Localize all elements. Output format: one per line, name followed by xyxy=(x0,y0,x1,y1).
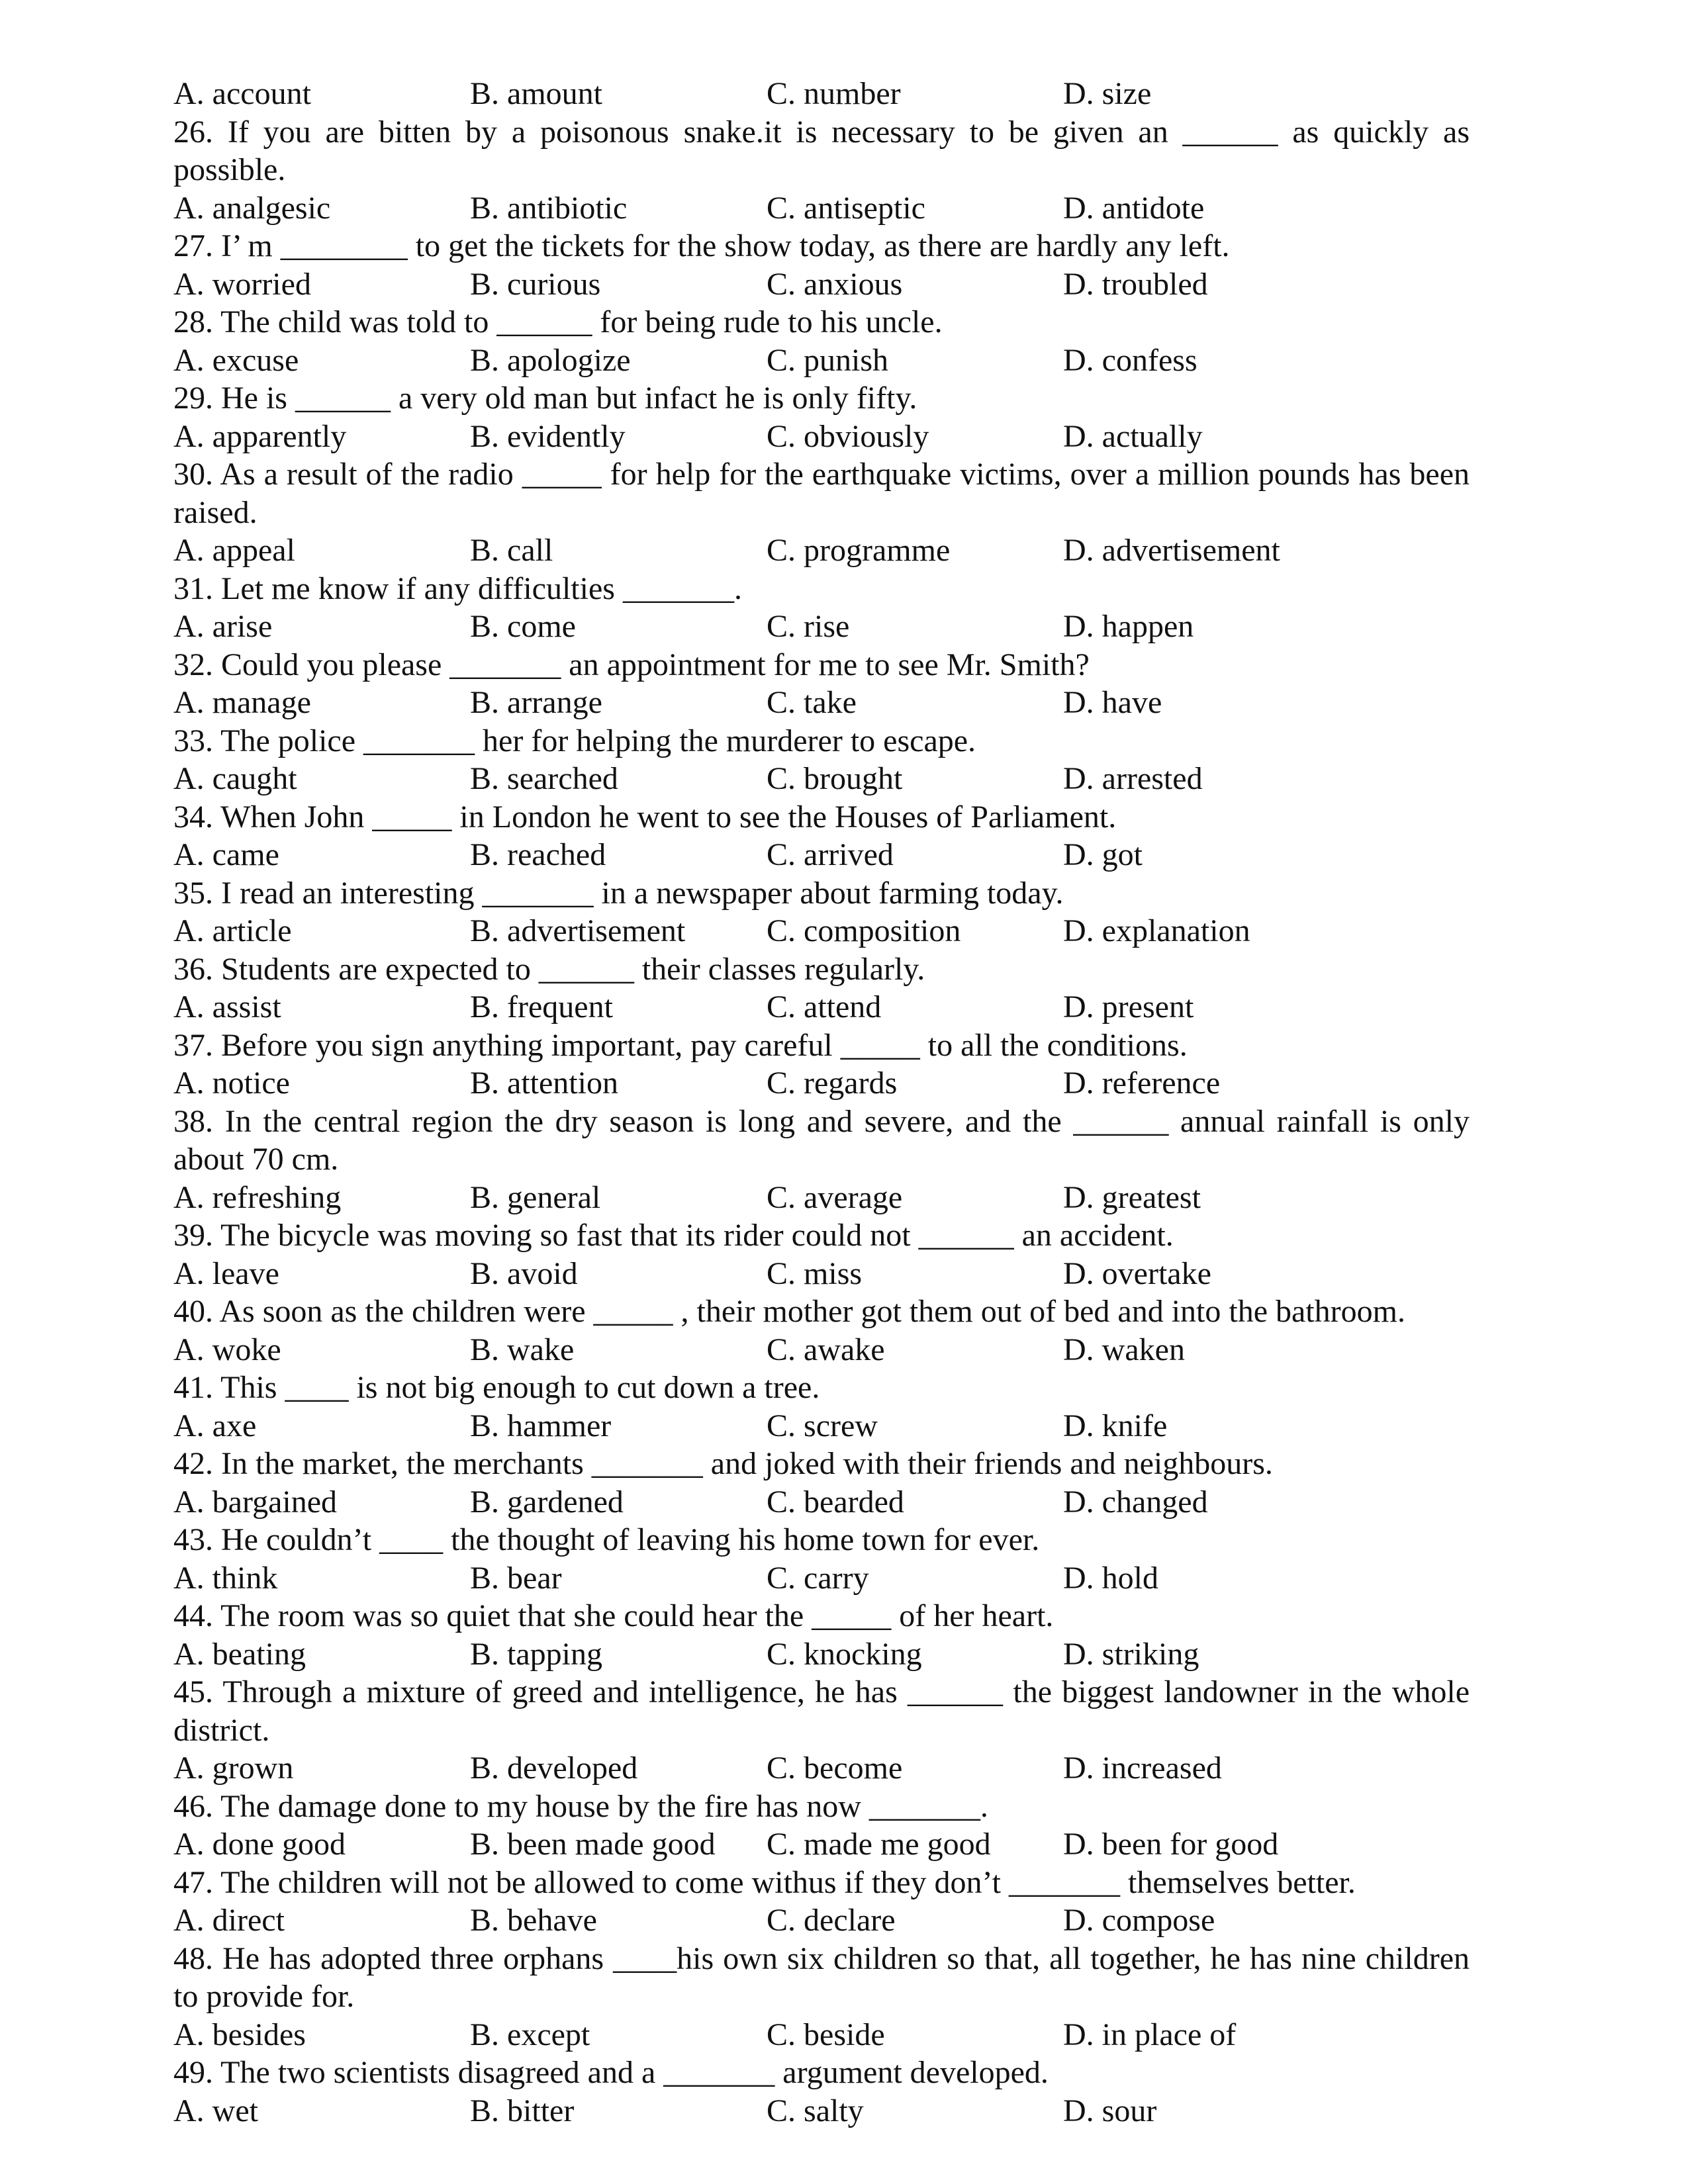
question-item xyxy=(173,455,1470,570)
question-text: 45. Through a mixture of greed and intelligence, he has ______ the biggest landowner in the whole district. xyxy=(173,1674,1470,1748)
options-row xyxy=(173,608,1470,646)
question-text: 31. Let me know if any difficulties _______. xyxy=(173,570,742,606)
option-a: A. leave xyxy=(173,1255,279,1291)
options-row xyxy=(173,1749,1470,1788)
option-c: C. declare xyxy=(767,1903,896,1938)
option-a: A. analgesic xyxy=(173,190,331,226)
option-c: C. bearded xyxy=(767,1484,904,1520)
question-text: 29. He is ______ a very old man but infact he is only fifty. xyxy=(173,381,917,416)
option-b: B. frequent xyxy=(470,989,613,1024)
question-text: 44. The room was so quiet that she could hear the _____ of her heart. xyxy=(173,1598,1054,1633)
option-d: D. reference xyxy=(1063,1066,1221,1101)
option-c: C. antiseptic xyxy=(767,190,925,226)
options-row xyxy=(173,836,1470,874)
question-item xyxy=(173,2054,1470,2130)
options-row xyxy=(173,988,1470,1026)
option-b: B. bear xyxy=(470,1560,562,1596)
option-c: C. made me good xyxy=(767,1827,991,1862)
options-row xyxy=(173,531,1470,570)
option-d: D. changed xyxy=(1063,1484,1208,1520)
option-a: A. refreshing xyxy=(173,1179,342,1215)
option-a: A. wet xyxy=(173,2093,258,2128)
option-a: A. direct xyxy=(173,1903,285,1938)
option-a: A. worried xyxy=(173,266,311,302)
option-a: A. besides xyxy=(173,2017,306,2052)
option-d: D. knife xyxy=(1063,1408,1168,1443)
question-item xyxy=(173,722,1470,798)
question-text: 46. The damage done to my house by the fire has now _______. xyxy=(173,1788,988,1824)
option-a: A. apparently xyxy=(173,418,347,454)
option-b: B. call xyxy=(470,533,553,568)
question-text: 47. The children will not be allowed to come withus if they don’t _______ themselves better. xyxy=(173,1864,1356,1900)
option-d: D. increased xyxy=(1063,1751,1222,1786)
question-text: 38. In the central region the dry season is long and severe, and the ______ annual rainfall is only about 70 cm. xyxy=(173,1103,1470,1177)
question-item xyxy=(173,1788,1470,1864)
option-a: A. account xyxy=(173,76,311,111)
option-b: B. evidently xyxy=(470,418,626,454)
option-c: C. awake xyxy=(767,1332,885,1367)
option-c: C. attend xyxy=(767,989,882,1024)
question-text: 26. If you are bitten by a poisonous snake.it is necessary to be given an ______ as quickly as possible. xyxy=(173,114,1470,187)
options-row xyxy=(173,1407,1470,1445)
options-row xyxy=(173,1179,1470,1217)
option-b: B. except xyxy=(470,2017,590,2052)
options-row xyxy=(173,760,1470,798)
options-row xyxy=(173,189,1470,228)
option-d: D. waken xyxy=(1063,1332,1185,1367)
option-b: B. amount xyxy=(470,76,602,111)
option-c: C. punish xyxy=(767,342,889,378)
option-b: B. reached xyxy=(470,837,606,872)
options-row xyxy=(173,341,1470,380)
option-a: A. excuse xyxy=(173,342,299,378)
options-row xyxy=(173,1901,1470,1940)
option-c: C. carry xyxy=(767,1560,869,1596)
option-d: D. in place of xyxy=(1063,2017,1237,2052)
option-b: B. developed xyxy=(470,1751,638,1786)
option-a: A. assist xyxy=(173,989,281,1024)
option-c: C. miss xyxy=(767,1255,863,1291)
option-b: B. come xyxy=(470,609,576,644)
option-c: C. programme xyxy=(767,533,951,568)
question-text: 33. The police _______ her for helping the murderer to escape. xyxy=(173,723,976,758)
option-a: A. axe xyxy=(173,1408,257,1443)
option-d: D. confess xyxy=(1063,342,1197,378)
question-text: 40. As soon as the children were _____ , their mother got them out of bed and into the bathroom. xyxy=(173,1294,1405,1329)
question-text: 42. In the market, the merchants _______ and joked with their friends and neighbours. xyxy=(173,1446,1273,1481)
options-row xyxy=(173,2092,1470,2130)
question-item xyxy=(173,1293,1470,1369)
question-item xyxy=(173,646,1470,722)
option-d: D. advertisement xyxy=(1063,533,1280,568)
options-row xyxy=(173,1483,1470,1522)
option-c: C. screw xyxy=(767,1408,878,1443)
option-b: B. apologize xyxy=(470,342,631,378)
option-b: B. searched xyxy=(470,761,618,796)
options-row xyxy=(173,1331,1470,1369)
question-item xyxy=(173,950,1470,1026)
option-d: D. sour xyxy=(1063,2093,1157,2128)
option-d: D. greatest xyxy=(1063,1179,1201,1215)
question-text: 43. He couldn’t ____ the thought of leaving his home town for ever. xyxy=(173,1522,1040,1557)
option-b: B. hammer xyxy=(470,1408,612,1443)
question-text: 36. Students are expected to ______ their classes regularly. xyxy=(173,951,925,987)
option-c: C. regards xyxy=(767,1066,898,1101)
question-item xyxy=(173,379,1470,455)
question-text: 39. The bicycle was moving so fast that its rider could not ______ an accident. xyxy=(173,1218,1174,1253)
option-a: A. bargained xyxy=(173,1484,338,1520)
option-a: A. came xyxy=(173,837,279,872)
options-row xyxy=(173,912,1470,950)
option-c: C. rise xyxy=(767,609,850,644)
option-a: A. woke xyxy=(173,1332,281,1367)
question-item xyxy=(173,113,1470,228)
option-c: C. anxious xyxy=(767,266,903,302)
question-item xyxy=(173,570,1470,646)
option-b: B. antibiotic xyxy=(470,190,628,226)
option-c: C. beside xyxy=(767,2017,885,2052)
option-c: C. number xyxy=(767,76,901,111)
option-a: A. done good xyxy=(173,1827,346,1862)
option-b: B. arrange xyxy=(470,685,602,720)
option-a: A. caught xyxy=(173,761,297,796)
option-c: C. average xyxy=(767,1179,903,1215)
option-d: D. happen xyxy=(1063,609,1194,644)
option-d: D. got xyxy=(1063,837,1143,872)
option-c: C. brought xyxy=(767,761,903,796)
option-c: C. take xyxy=(767,685,857,720)
question-item xyxy=(173,227,1470,303)
option-d: D. been for good xyxy=(1063,1827,1279,1862)
option-b: B. been made good xyxy=(470,1827,716,1862)
options-row xyxy=(173,2016,1470,2054)
option-d: D. troubled xyxy=(1063,266,1208,302)
question-item xyxy=(173,1026,1470,1103)
exercise-page xyxy=(173,75,1470,2130)
option-a: A. notice xyxy=(173,1066,290,1101)
options-row xyxy=(173,265,1470,304)
option-d: D. have xyxy=(1063,685,1162,720)
options-row xyxy=(173,684,1470,722)
question-item xyxy=(173,1940,1470,2054)
question-text: 37. Before you sign anything important, pay careful _____ to all the conditions. xyxy=(173,1027,1188,1063)
option-b: B. general xyxy=(470,1179,601,1215)
option-c: C. obviously xyxy=(767,418,929,454)
option-b: B. curious xyxy=(470,266,601,302)
option-c: C. become xyxy=(767,1751,903,1786)
question-text: 30. As a result of the radio _____ for help for the earthquake victims, over a million pounds has been raised. xyxy=(173,457,1470,530)
question-text: 41. This ____ is not big enough to cut down a tree. xyxy=(173,1370,820,1405)
option-c: C. composition xyxy=(767,913,961,948)
option-a: A. beating xyxy=(173,1636,306,1672)
option-b: B. avoid xyxy=(470,1255,578,1291)
options-row xyxy=(173,418,1470,456)
option-b: B. wake xyxy=(470,1332,575,1367)
question-item xyxy=(173,1673,1470,1788)
question-text: 32. Could you please _______ an appointment for me to see Mr. Smith? xyxy=(173,647,1090,682)
option-d: D. striking xyxy=(1063,1636,1199,1672)
option-c: C. salty xyxy=(767,2093,864,2128)
option-b: B. bitter xyxy=(470,2093,575,2128)
options-row xyxy=(173,1559,1470,1598)
option-a: A. manage xyxy=(173,685,311,720)
option-a: A. arise xyxy=(173,609,273,644)
question-item xyxy=(173,874,1470,950)
question-item xyxy=(173,1216,1470,1293)
question-item xyxy=(173,1445,1470,1521)
question-item xyxy=(173,1521,1470,1597)
option-b: B. attention xyxy=(470,1066,618,1101)
option-d: D. actually xyxy=(1063,418,1203,454)
option-d: D. hold xyxy=(1063,1560,1158,1596)
question-item xyxy=(173,1864,1470,1940)
options-row xyxy=(173,1064,1470,1103)
question-text: 49. The two scientists disagreed and a _______ argument developed. xyxy=(173,2055,1049,2090)
question-item xyxy=(173,1103,1470,1217)
option-d: D. arrested xyxy=(1063,761,1203,796)
option-d: D. compose xyxy=(1063,1903,1215,1938)
option-a: A. appeal xyxy=(173,533,295,568)
question-text: 48. He has adopted three orphans ____his own six children so that, all together, he has nine children to provide for. xyxy=(173,1940,1470,2014)
option-d: D. size xyxy=(1063,76,1152,111)
option-b: B. advertisement xyxy=(470,913,686,948)
option-c: C. knocking xyxy=(767,1636,922,1672)
question-item xyxy=(173,1369,1470,1445)
option-c: C. arrived xyxy=(767,837,894,872)
options-row xyxy=(173,1635,1470,1674)
option-a: A. think xyxy=(173,1560,278,1596)
question-text: 27. I’ m ________ to get the tickets for the show today, as there are hardly any left. xyxy=(173,228,1230,263)
option-d: D. overtake xyxy=(1063,1255,1211,1291)
options-row xyxy=(173,75,1470,113)
question-text: 34. When John _____ in London he went to see the Houses of Parliament. xyxy=(173,799,1117,835)
question-item xyxy=(173,303,1470,379)
option-a: A. grown xyxy=(173,1751,294,1786)
question-text: 28. The child was told to ______ for being rude to his uncle. xyxy=(173,304,943,340)
options-row xyxy=(173,1825,1470,1864)
question-item xyxy=(173,1597,1470,1673)
option-b: B. gardened xyxy=(470,1484,624,1520)
question-text: 35. I read an interesting _______ in a newspaper about farming today. xyxy=(173,875,1064,911)
option-d: D. explanation xyxy=(1063,913,1250,948)
option-a: A. article xyxy=(173,913,292,948)
option-d: D. antidote xyxy=(1063,190,1205,226)
question-item xyxy=(173,798,1470,874)
option-d: D. present xyxy=(1063,989,1194,1024)
options-row xyxy=(173,1255,1470,1293)
question-list xyxy=(173,113,1470,2130)
option-b: B. tapping xyxy=(470,1636,602,1672)
option-b: B. behave xyxy=(470,1903,597,1938)
